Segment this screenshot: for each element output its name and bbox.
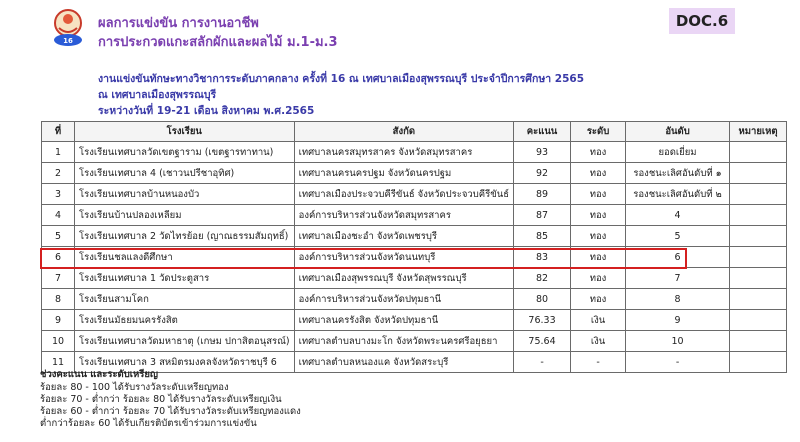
table-row [42,184,787,205]
cell-level: ทอง [571,268,626,289]
cell-school: โรงเรียนสามโคก [75,289,295,310]
cell-no: 8 [42,289,75,310]
legend-title: ช่วงคะแนน และระดับเหรียญ [40,369,159,380]
cell-rank: รองชนะเลิศอันดับที่ ๑ [626,163,730,184]
cell-no: 5 [42,226,75,247]
column-header-score: คะแนน [514,122,571,142]
cell-remark [730,310,787,331]
legend-line: ร้อยละ 70 - ต่ำกว่า ร้อยละ 80 ได้รับรางวัลระดับเหรียญเงิน [40,394,282,405]
table-row [42,226,787,247]
cell-affiliation: เทศบาลนครรังสิต จังหวัดปทุมธานี [294,310,513,331]
cell-rank: รองชนะเลิศอันดับที่ ๒ [626,184,730,205]
cell-no: 9 [42,310,75,331]
cell-rank: ยอดเยี่ยม [626,142,730,163]
table-row [42,331,787,352]
cell-affiliation: เทศบาลนครนครปฐม จังหวัดนครปฐม [294,163,513,184]
doc-badge: DOC.6 [669,8,735,34]
cell-no: 3 [42,184,75,205]
cell-remark [730,226,787,247]
cell-school: โรงเรียนเทศบาล 2 วัดไทรย้อย (ญาณธรรมสัมฤทธิ์) [75,226,295,247]
legend-line: ต่ำกว่าร้อยละ 60 ได้รับเกียรติบัตรเข้าร่วมการแข่งขัน [40,418,257,429]
cell-rank: - [626,352,730,373]
cell-level: เงิน [571,310,626,331]
cell-score: 85 [514,226,571,247]
cell-no: 4 [42,205,75,226]
cell-score: 83 [514,247,571,268]
cell-score: 75.64 [514,331,571,352]
cell-level: ทอง [571,142,626,163]
cell-school: โรงเรียนชลแลงดีศึกษา [75,247,295,268]
table-row [42,310,787,331]
cell-score: 92 [514,163,571,184]
cell-school: โรงเรียนเทศบาล 1 วัดประตูสาร [75,268,295,289]
cell-no: 10 [42,331,75,352]
cell-affiliation: เทศบาลตำบลบางมะโก จังหวัดพระนครศรีอยุธยา [294,331,513,352]
cell-level: ทอง [571,226,626,247]
column-header-affiliation: สังกัด [294,122,513,142]
cell-score: - [514,352,571,373]
cell-no: 6 [42,247,75,268]
cell-remark [730,142,787,163]
table-row [42,289,787,310]
cell-score: 89 [514,184,571,205]
cell-remark [730,352,787,373]
cell-rank: 5 [626,226,730,247]
highlighted-row-frame [40,248,687,269]
cell-remark [730,268,787,289]
cell-score: 76.33 [514,310,571,331]
cell-remark [730,163,787,184]
cell-remark [730,247,787,268]
cell-remark [730,289,787,310]
cell-rank: 6 [626,247,730,268]
municipal-seal-logo [50,8,86,48]
cell-no: 1 [42,142,75,163]
column-header-remark: หมายเหตุ [730,122,787,142]
cell-school: โรงเรียนบ้านปลองเหลียม [75,205,295,226]
cell-level: ทอง [571,205,626,226]
cell-level: เงิน [571,331,626,352]
cell-remark [730,184,787,205]
event-line: งานแข่งขันทักษะทางวิชาการระดับภาคกลาง ครั้งที่ 16 ณ เทศบาลเมืองสุพรรณบุรี ประจำปีการศึกษา 2565 [98,73,585,85]
legend-line: ร้อยละ 80 - 100 ได้รับรางวัลระดับเหรียญทอง [40,382,229,393]
cell-level: ทอง [571,289,626,310]
results-table [41,121,787,373]
date-line: ระหว่างวันที่ 19-21 เดือน สิงหาคม พ.ศ.2565 [98,105,315,117]
cell-level: - [571,352,626,373]
cell-no: 2 [42,163,75,184]
cell-rank: 10 [626,331,730,352]
cell-level: ทอง [571,247,626,268]
cell-affiliation: เทศบาลเมืองสุพรรณบุรี จังหวัดสุพรรณบุรี [294,268,513,289]
legend-line: ร้อยละ 60 - ต่ำกว่า ร้อยละ 70 ได้รับรางวัลระดับเหรียญทองแดง [40,406,301,417]
cell-school: โรงเรียนเทศบาล 3 สหมิตรมงคลจังหวัดราชบุรี 6 [75,352,295,373]
cell-school: โรงเรียนเทศบาลวัดเขตฐาราม (เขตฐารทาทาน) [75,142,295,163]
cell-school: โรงเรียนมัธยมนครรังสิต [75,310,295,331]
cell-affiliation: องค์การบริหารส่วนจังหวัดนนทบุรี [294,247,513,268]
table-row [42,268,787,289]
column-header-level: ระดับ [571,122,626,142]
cell-rank: 8 [626,289,730,310]
cell-affiliation: เทศบาลตำบลหนองแค จังหวัดสระบุรี [294,352,513,373]
table-header-row [42,122,787,142]
cell-rank: 9 [626,310,730,331]
cell-affiliation: องค์การบริหารส่วนจังหวัดสมุทรสาคร [294,205,513,226]
cell-rank: 7 [626,268,730,289]
cell-rank: 4 [626,205,730,226]
cell-affiliation: องค์การบริหารส่วนจังหวัดปทุมธานี [294,289,513,310]
cell-level: ทอง [571,184,626,205]
table-row [42,163,787,184]
cell-score: 87 [514,205,571,226]
cell-school: โรงเรียนเทศบาล 4 (เชาวนปรีชาอุทิศ) [75,163,295,184]
cell-affiliation: เทศบาลเมืองชะอำ จังหวัดเพชรบุรี [294,226,513,247]
cell-no: 7 [42,268,75,289]
column-header-no: ที่ [42,122,75,142]
cell-affiliation: เทศบาลเมืองประจวบคีรีขันธ์ จังหวัดประจวบคีรีขันธ์ [294,184,513,205]
cell-school: โรงเรียนเทศบาลวัดมหาธาตุ (เกษม ปกาสิตอนุสรณ์) [75,331,295,352]
cell-remark [730,205,787,226]
column-header-school: โรงเรียน [75,122,295,142]
cell-score: 93 [514,142,571,163]
cell-no: 11 [42,352,75,373]
table-row [42,142,787,163]
cell-remark [730,331,787,352]
cell-score: 82 [514,268,571,289]
cell-school: โรงเรียนเทศบาลบ้านหนองบัว [75,184,295,205]
table-row [42,205,787,226]
column-header-rank: อันดับ [626,122,730,142]
cell-score: 80 [514,289,571,310]
venue-line: ณ เทศบาลเมืองสุพรรณบุรี [98,89,217,101]
svg-text:16: 16 [63,37,73,45]
page-subtitle: การประกวดแกะสลักผักและผลไม้ ม.1-ม.3 [98,35,338,50]
cell-level: ทอง [571,163,626,184]
cell-affiliation: เทศบาลนครสมุทรสาคร จังหวัดสมุทรสาคร [294,142,513,163]
page-title: ผลการแข่งขัน การงานอาชีพ [98,16,259,31]
